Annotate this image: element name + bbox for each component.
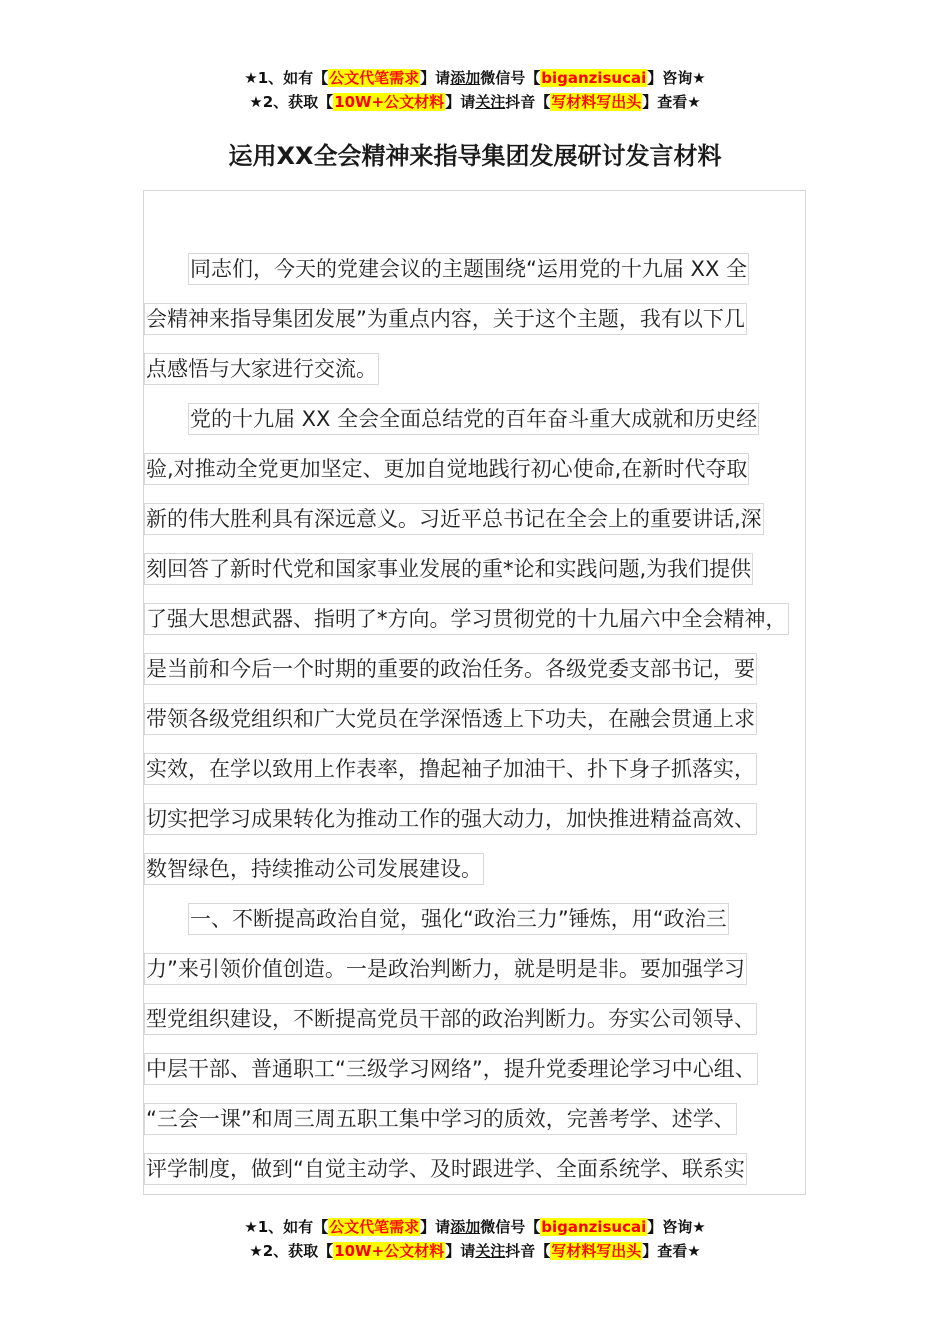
text-line: 实效，在学以致用上作表率，撸起袖子加油干、扑下身子抓落实， (144, 753, 844, 803)
text-line: 了强大思想武器、指明了*方向。学习贯彻党的十九届六中全会精神， (144, 603, 844, 653)
promo-highlight: 10W+公文材料 (334, 1242, 445, 1260)
promo-line-2: ★2、获取【10W+公文材料】请关注抖音【写材料写出头】查看★ (249, 93, 701, 111)
text-line: 会精神来指导集团发展”为重点内容，关于这个主题，我有以下几 (144, 303, 844, 353)
text-line: 新的伟大胜利具有深远意义。习近平总书记在全会上的重要讲话,深 (144, 503, 844, 553)
header-promo-banner (0, 66, 950, 114)
footer-promo-banner (0, 1215, 950, 1263)
promo-douyin-id: 写材料写出头 (551, 93, 642, 111)
text-line: 验,对推动全党更加坚定、更加自觉地践行初心使命,在新时代夺取 (144, 453, 844, 503)
promo-douyin-id: 写材料写出头 (551, 1242, 642, 1260)
promo-wechat-id: biganzisucai (541, 1218, 647, 1236)
promo-highlight: 10W+公文材料 (334, 93, 445, 111)
promo-highlight: 公文代笔需求 (329, 1218, 420, 1236)
text-line: “三会一课”和周三周五职工集中学习的质效，完善考学、述学、 (144, 1103, 844, 1153)
text-line: 评学制度，做到“自觉主动学、及时跟进学、全面系统学、联系实 (144, 1153, 844, 1203)
promo-wechat-id: biganzisucai (541, 69, 647, 87)
text-line: 刻回答了新时代党和国家事业发展的重*论和实践问题,为我们提供 (144, 553, 844, 603)
text-line: 点感悟与大家进行交流。 (144, 353, 844, 403)
text-line: 中层干部、普通职工“三级学习网络”，提升党委理论学习中心组、 (144, 1053, 844, 1103)
text-line: 型党组织建设，不断提高党员干部的政治判断力。夯实公司领导、 (144, 1003, 844, 1053)
text-line: 党的十九届 XX 全会全面总结党的百年奋斗重大成就和历史经 (144, 403, 844, 453)
text-line: 力”来引领价值创造。一是政治判断力，就是明是非。要加强学习 (144, 953, 844, 1003)
text-line: 带领各级党组织和广大党员在学深悟透上下功夫，在融会贯通上求 (144, 703, 844, 753)
promo-highlight: 公文代笔需求 (329, 69, 420, 87)
text-line: 一、不断提高政治自觉，强化“政治三力”锤炼，用“政治三 (144, 903, 844, 953)
text-line: 切实把学习成果转化为推动工作的强大动力，加快推进精益高效、 (144, 803, 844, 853)
document-body (144, 253, 844, 1203)
promo-line-1: ★1、如有【公文代笔需求】请添加微信号【biganzisucai】咨询★ (244, 69, 706, 87)
promo-line-2: ★2、获取【10W+公文材料】请关注抖音【写材料写出头】查看★ (249, 1242, 701, 1260)
text-line: 是当前和今后一个时期的重要的政治任务。各级党委支部书记，要 (144, 653, 844, 703)
promo-line-1: ★1、如有【公文代笔需求】请添加微信号【biganzisucai】咨询★ (244, 1218, 706, 1236)
document-title: 运用XX全会精神来指导集团发展研讨发言材料 (228, 142, 722, 170)
text-line: 数智绿色，持续推动公司发展建设。 (144, 853, 844, 903)
text-line: 同志们，今天的党建会议的主题围绕“运用党的十九届 XX 全 (144, 253, 844, 303)
